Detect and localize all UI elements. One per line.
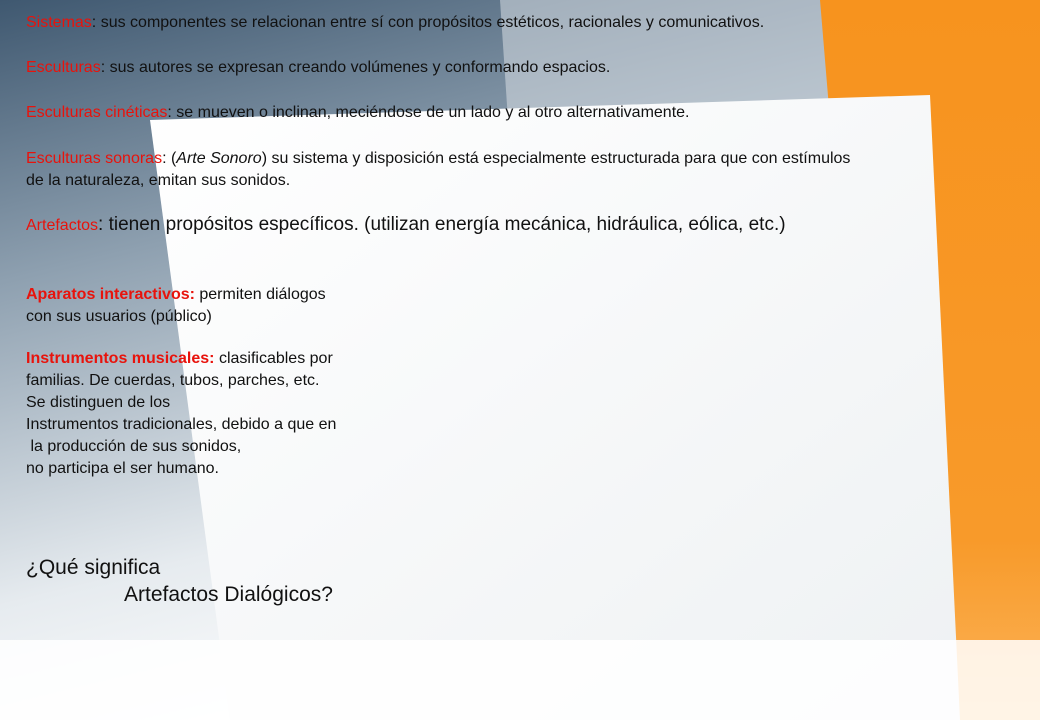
- definition-aparatos-interactivos: permiten diálogos: [194, 286, 326, 303]
- question-line-1: ¿Qué significa: [26, 556, 161, 579]
- separator: :: [98, 214, 104, 235]
- separator: :: [189, 286, 195, 303]
- definition-esculturas-cineticas: se mueven o inclinan, meciéndose de un lado y al otro alternativamente.: [171, 104, 690, 121]
- term-sistemas: Sistemas: [26, 14, 92, 31]
- arte-sonoro-italic: Arte Sonoro: [176, 150, 262, 167]
- term-instrumentos-musicales: Instrumentos musicales:: [26, 350, 215, 367]
- term-esculturas-cineticas: Esculturas cinéticas: [26, 104, 168, 121]
- paren-open: (: [166, 150, 177, 167]
- term-esculturas-sonoras: Esculturas sonoras: [26, 150, 163, 167]
- paragraph-esculturas-sonoras: [26, 148, 850, 192]
- definition-sistemas: sus componentes se relacionan entre sí con propósitos estéticos, racionales y comunicativos.: [96, 14, 765, 31]
- instrumentos-line: la producción de sus sonidos,: [26, 438, 242, 455]
- instrumentos-line: familias. De cuerdas, tubos, parches, etc.: [26, 372, 320, 389]
- paragraph-esculturas-cineticas: [26, 102, 689, 124]
- separator: :: [162, 150, 167, 167]
- definition-esculturas-sonoras-line2: de la naturaleza, emitan sus sonidos.: [26, 172, 291, 189]
- instrumentos-line: no participa el ser humano.: [26, 460, 219, 477]
- term-esculturas: Esculturas: [26, 59, 101, 76]
- definition-esculturas: sus autores se expresan creando volúmenes y conformando espacios.: [105, 59, 611, 76]
- separator: :: [167, 104, 172, 121]
- separator: :: [100, 59, 106, 76]
- paragraph-esculturas: [26, 57, 610, 79]
- instrumentos-line: Instrumentos tradicionales, debido a que en: [26, 416, 337, 433]
- definition-esculturas-sonoras: ) su sistema y disposición está especialmente estructurada para que con estímulos: [261, 150, 851, 167]
- term-aparatos-interactivos: Aparatos interactivos: [26, 286, 190, 303]
- paragraph-aparatos-interactivos: [26, 284, 326, 328]
- separator: :: [91, 14, 97, 31]
- paragraph-instrumentos-musicales: [26, 348, 336, 480]
- definition-instrumentos-musicales: clasificables por: [214, 350, 333, 367]
- term-artefactos: Artefactos: [26, 217, 99, 234]
- question-line-2: Artefactos Dialógicos?: [124, 583, 333, 606]
- definition-aparatos-interactivos-line2: con sus usuarios (público): [26, 308, 212, 325]
- instrumentos-line: Se distinguen de los: [26, 394, 171, 411]
- paragraph-artefactos: [26, 214, 786, 237]
- paragraph-sistemas: [26, 12, 764, 34]
- definition-artefactos: tienen propósitos específicos. (utilizan energía mecánica, hidráulica, eólica, etc.): [103, 214, 786, 235]
